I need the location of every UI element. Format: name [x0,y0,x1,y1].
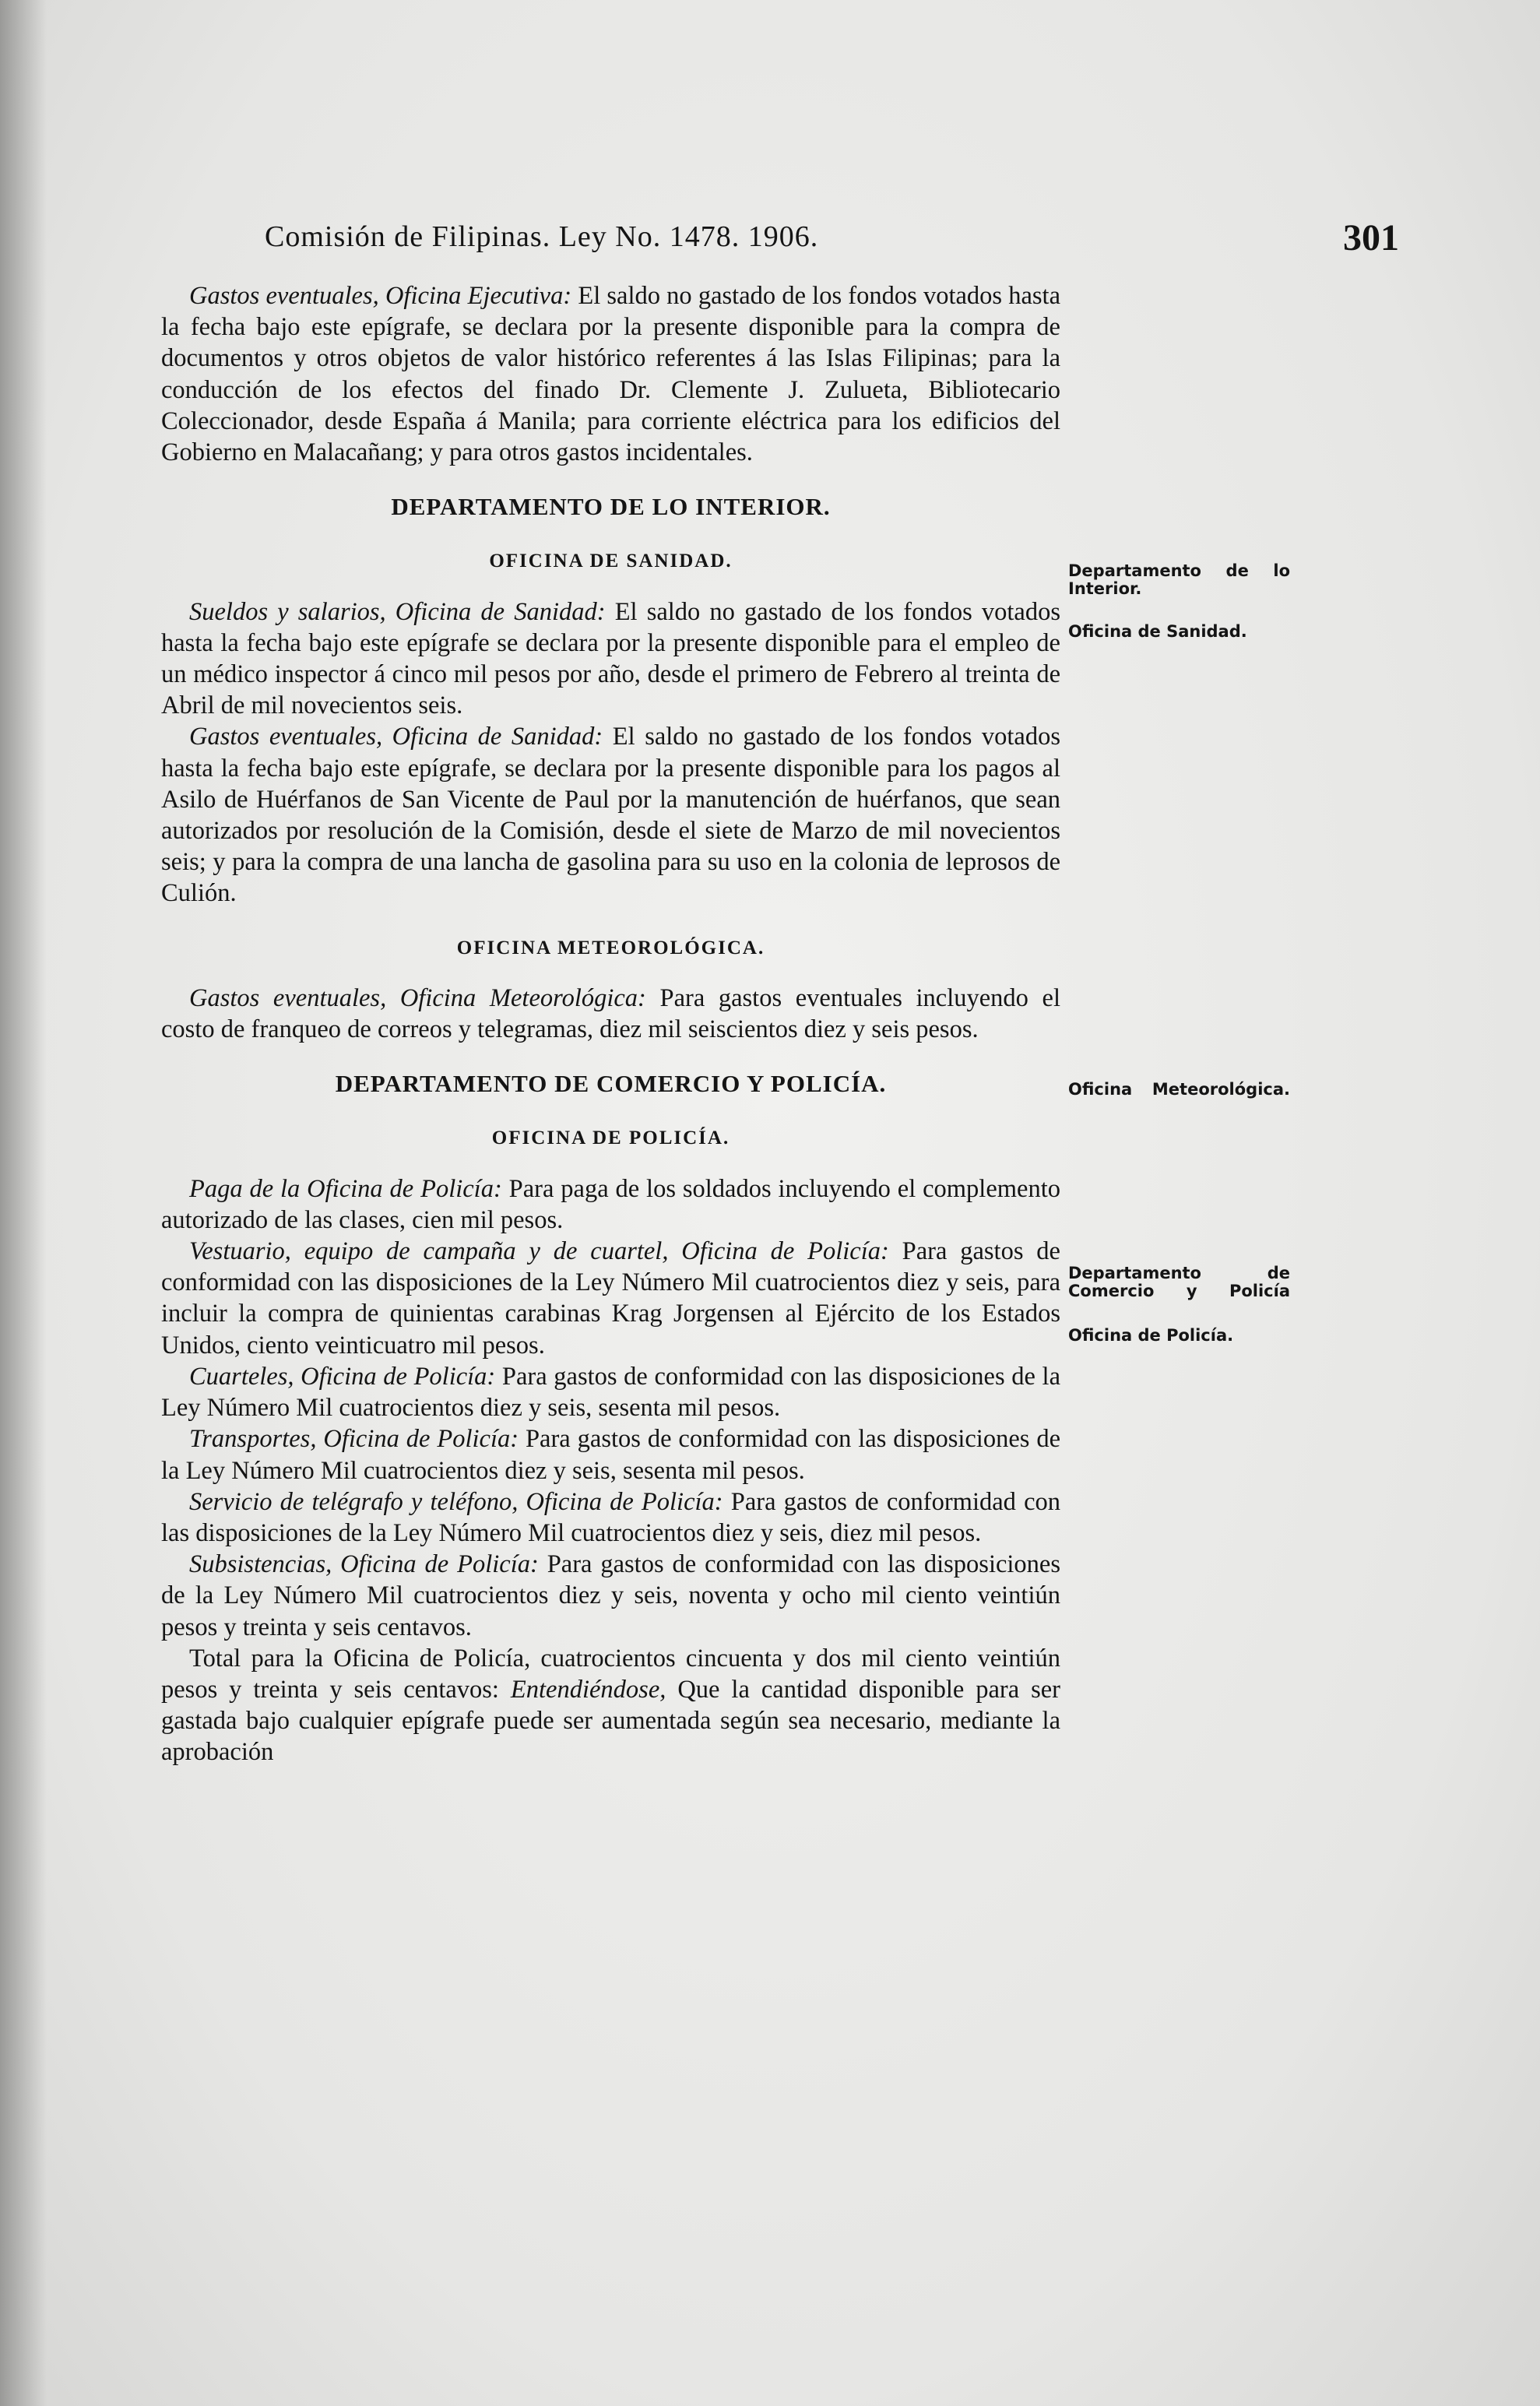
paragraph-title: Transportes, Oficina de Policía: [189,1425,519,1454]
margin-note-comercio: Departamento de Comercio y Policía [1068,1264,1290,1300]
paragraph-title: Gastos eventuales, Oficina de Sanidad: [189,723,603,751]
paragraph-text: Para gastos de conformidad con las disposiciones de la Ley Número Mil cuatrocientos diez y seis, noventa y ocho mil ciento veintiún pesos y treinta y seis centavos. [161,1550,1060,1641]
paragraph-title: Vestuario, equipo de campaña y de cuartel, Oficina de Policía: [189,1237,889,1266]
section-heading-interior: DEPARTAMENTO DE LO INTERIOR. [391,493,831,521]
paragraph-title: Sueldos y salarios, Oficina de Sanidad: [189,597,606,626]
running-head: Comisión de Filipinas. Ley No. 1478. 1906. [265,220,819,253]
paragraph-gastos-meteorologica [161,983,1060,1045]
paragraph-text: Para gastos de conformidad con las disposiciones de la Ley Número Mil cuatrocientos diez y seis, sesenta mil pesos. [161,1362,1060,1423]
paragraph-title: Servicio de telégrafo y teléfono, Oficina de Policía: [189,1487,723,1516]
paragraph-paga-policia [161,1173,1060,1236]
paragraph-title: Gastos eventuales, Oficina Meteorológica: [189,983,646,1012]
paragraph-text: Para gastos de conformidad con las disposiciones de la Ley Número Mil cuatrocientos diez y seis, diez mil pesos. [161,1487,1060,1547]
paragraph-title: Gastos eventuales, Oficina Ejecutiva: [189,282,572,310]
paragraph-text: Para paga de los soldados incluyendo el complemento autorizado de las clases, cien mil pesos. [161,1174,1060,1234]
paragraph-telegrafo-policia [161,1486,1060,1549]
margin-note-policia: Oficina de Policía. [1068,1326,1234,1345]
subheading-meteorologica: OFICINA METEOROLÓGICA. [456,937,765,959]
paragraph-text: Para gastos de conformidad con las disposiciones de la Ley Número Mil cuatrocientos diez y seis, para incluir la compra de quinientas carabinas Krag Jorgensen al Ejército de los Estados Unidos, ciento veinticuatro mil pesos. [161,1237,1060,1360]
paragraph-gastos-ejecutiva [161,280,1060,468]
paragraph-text: Para gastos eventuales incluyendo el costo de franqueo de correos y telegramas, diez mil seiscientos diez y seis pesos. [161,983,1060,1044]
paragraph-text: Para gastos de conformidad con las disposiciones de la Ley Número Mil cuatrocientos diez y seis, sesenta mil pesos. [161,1425,1060,1485]
paragraph-text: El saldo no gastado de los fondos votados hasta la fecha bajo este epígrafe se declara por la presente disponible para el empleo de un médico inspector á cinco mil pesos por año, desde el primero de Febrero al treinta de Abril de mil novecientos seis. [161,597,1061,720]
paragraph-text: El saldo no gastado de los fondos votados hasta la fecha bajo este epígrafe, se declara por la presente disponible para la compra de documentos y otros objetos de valor histórico referentes á las Islas Filipinas; para la conducción de los efectos del finado Dr. Clemente J. Zulueta, Bibliotecario Coleccionador, desde España á Manila; para corriente eléctrica para los edificios del Gobierno en Malacañang; y para otros gastos incidentales. [161,282,1060,467]
paragraph-text: Total para la Oficina de Policía, cuatrocientos cincuenta y dos mil ciento veintiún pesos y treinta y seis centavos: [161,1644,1060,1704]
margin-note-sanidad: Oficina de Sanidad. [1068,622,1247,641]
paragraph-title: Subsistencias, Oficina de Policía: [189,1550,539,1579]
paragraph-title: Paga de la Oficina de Policía: [189,1174,502,1203]
paragraph-subsistencias-policia [161,1549,1060,1643]
subheading-sanidad: OFICINA DE SANIDAD. [489,550,733,572]
paragraph-gastos-sanidad [161,721,1060,909]
paragraph-text-continued: Que la cantidad disponible para ser gastada bajo cualquier epígrafe puede ser aumentada según sea necesario, mediante la aprobación [161,1675,1060,1767]
scan-edge-shadow [0,0,47,2406]
paragraph-sueldos-sanidad [161,596,1060,722]
paragraph-transportes-policia [161,1423,1060,1486]
margin-note-meteorologica: Oficina Meteorológica. [1068,1080,1290,1099]
paragraph-title: Cuarteles, Oficina de Policía: [189,1362,496,1391]
subheading-policia: OFICINA DE POLICÍA. [491,1127,730,1149]
paragraph-text: El saldo no gastado de los fondos votados hasta la fecha bajo este epígrafe, se declara por la presente disponible para los pagos al Asilo de Huérfanos de San Vicente de Paul por la manutención de huérfanos, que sean autorizados por resolución de la Comisión, desde el siete de Marzo de mil novecientos seis; y para la compra de una lancha de gasolina para su uso en la colonia de leprosos de Culión. [161,723,1060,908]
paragraph-total-policia [161,1643,1060,1768]
paragraph-cuarteles-policia [161,1361,1060,1423]
margin-note-interior: Departamento de lo Interior. [1068,561,1290,598]
paragraph-vestuario-policia [161,1236,1060,1361]
page-number: 301 [1343,217,1399,259]
body-text [161,280,1060,1768]
paragraph-emphasis: Entendiéndose, [510,1675,666,1704]
section-heading-comercio: DEPARTAMENTO DE COMERCIO Y POLICÍA. [335,1070,887,1098]
